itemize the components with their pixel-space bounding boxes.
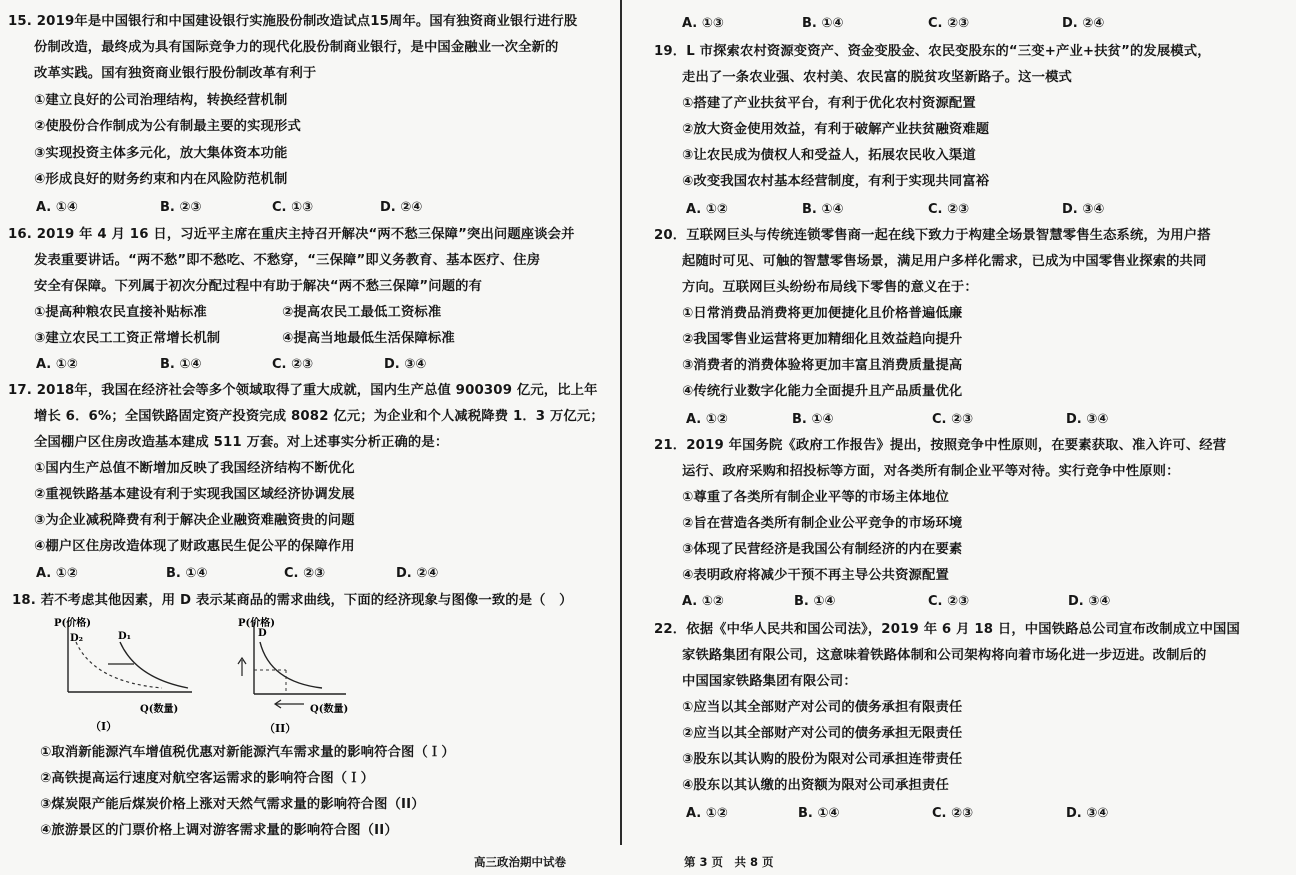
graph2-caption: （II） — [264, 722, 297, 735]
graph2-curve-d — [260, 642, 322, 688]
q22-line: 家铁路集团有限公司，这意味着铁路体制和公司架构将向着市场化进一步迈进。改制后的 — [682, 648, 1207, 663]
q21-item: ②旨在营造各类所有制企业公平竞争的市场环境 — [682, 516, 963, 531]
q19-item: ④改变我国农村基本经营制度，有利于实现共同富裕 — [682, 174, 990, 189]
graph1-xlabel: Q(数量) — [140, 704, 179, 715]
q15-option-d: D. ②④ — [380, 200, 423, 215]
q20-line: 20．互联网巨头与传统连锁零售商一起在线下致力于构建全场景智慧零售生态系统，为用户搭 — [654, 228, 1211, 243]
q16-option-d: D. ③④ — [384, 357, 427, 372]
graph1-label-d2: D₂ — [70, 633, 84, 644]
q18-option-a: A. ①③ — [682, 16, 724, 31]
q18-option-c: C. ②③ — [928, 16, 970, 31]
graph1-curve-d2 — [76, 642, 162, 688]
q17-option-d: D. ②④ — [396, 566, 439, 581]
q16-option-b: B. ①④ — [160, 357, 202, 372]
q15-line: 15. 2019年是中国银行和中国建设银行实施股份制改造试点15周年。国有独资商业银行进行股 — [8, 14, 578, 29]
footer-page-number: 第 3 页 共 8 页 — [684, 855, 774, 869]
demand-graph-2 — [226, 612, 376, 740]
q20-line: 方向。互联网巨头纷纷布局线下零售的意义在于： — [682, 280, 978, 295]
q21-line: 运行、政府采购和招投标等方面，对各类所有制企业平等对待。实行竞争中性原则： — [682, 464, 1180, 479]
q19-item: ①搭建了产业扶贫平台，有利于优化农村资源配置 — [682, 96, 976, 111]
q17-line: 17. 2018年，我国在经济社会等多个领域取得了重大成就，国内生产总值 900309 亿元，比上年 — [8, 383, 598, 398]
q16-line: 安全有保障。下列属于初次分配过程中有助于解决“两不愁三保障”问题的有 — [34, 279, 483, 294]
q16-item: ②提高农民工最低工资标准 — [282, 305, 442, 320]
q20-item: ③消费者的消费体验将更加丰富且消费质量提高 — [682, 358, 963, 373]
q17-line: 全国棚户区住房改造基本建成 511 万套。对上述事实分析正确的是： — [34, 435, 449, 450]
q21-option-d: D. ③④ — [1068, 594, 1111, 609]
q22-line: 22．依据《中华人民共和国公司法》，2019 年 6 月 18 日，中国铁路总公司宣布改制成立中国国 — [654, 622, 1240, 637]
q18-item: ②高铁提高运行速度对航空客运需求的影响符合图（Ｉ） — [40, 771, 375, 786]
q20-option-a: A. ①② — [686, 412, 728, 427]
q17-item: ③为企业减税降费有利于解决企业融资难融资贵的问题 — [34, 513, 355, 528]
q21-line: 21．2019 年国务院《政府工作报告》提出，按照竞争中性原则，在要素获取、准入许可、经营 — [654, 438, 1227, 453]
q18-item: ④旅游景区的门票价格上调对游客需求量的影响符合图（II） — [40, 823, 398, 838]
q17-option-a: A. ①② — [36, 566, 78, 581]
q19-option-a: A. ①② — [686, 202, 728, 217]
q15-line: 改革实践。国有独资商业银行股份制改革有利于 — [34, 66, 317, 81]
graph1-curve-d1 — [120, 642, 188, 688]
graph1-label-d1: D₁ — [118, 631, 132, 642]
q16-item: ③建立农民工工资正常增长机制 — [34, 331, 221, 346]
q22-line: 中国国家铁路集团有限公司： — [682, 674, 857, 689]
q22-option-d: D. ③④ — [1066, 806, 1109, 821]
q21-option-b: B. ①④ — [794, 594, 836, 609]
q22-item: ②应当以其全部财产对公司的债务承担无限责任 — [682, 726, 963, 741]
graph2-ylabel: P(价格) — [238, 618, 275, 629]
q21-item: ④表明政府将减少干预不再主导公共资源配置 — [682, 568, 949, 583]
q16-line: 发表重要讲话。“两不愁”即不愁吃、不愁穿，“三保障”即义务教育、基本医疗、住房 — [34, 253, 541, 268]
q21-option-a: A. ①② — [682, 594, 724, 609]
q20-item: ①日常消费品消费将更加便捷化且价格普遍低廉 — [682, 306, 963, 321]
q19-item: ③让农民成为债权人和受益人，拓展农民收入渠道 — [682, 148, 976, 163]
q15-line: 份制改造，最终成为具有国际竞争力的现代化股份制商业银行，是中国金融业一次全新的 — [34, 40, 559, 55]
q16-option-a: A. ①② — [36, 357, 78, 372]
q15-option-c: C. ①③ — [272, 200, 314, 215]
q16-item: ④提高当地最低生活保障标准 — [282, 331, 455, 346]
q15-option-a: A. ①④ — [36, 200, 78, 215]
q17-line: 增长 6．6%；全国铁路固定资产投资完成 8082 亿元；为企业和个人减税降费 1．3 万亿元； — [34, 409, 604, 424]
q18-option-d: D. ②④ — [1062, 16, 1105, 31]
q20-option-c: C. ②③ — [932, 412, 974, 427]
q16-item: ①提高种粮农民直接补贴标准 — [34, 305, 207, 320]
q15-item: ③实现投资主体多元化，放大集体资本功能 — [34, 146, 288, 161]
q15-item: ①建立良好的公司治理结构，转换经营机制 — [34, 93, 288, 108]
q18-stem: 18. 若不考虑其他因素，用 D 表示某商品的需求曲线，下面的经济现象与图像一致的是（ ） — [12, 593, 573, 608]
demand-graph-1 — [40, 612, 210, 740]
q17-option-b: B. ①④ — [166, 566, 208, 581]
q19-line: 走出了一条农业强、农村美、农民富的脱贫攻坚新路子。这一模式 — [682, 70, 1072, 85]
q20-line: 起随时可见、可触的智慧零售场景，满足用户多样化需求，已成为中国零售业探索的共同 — [682, 254, 1207, 269]
q20-item: ④传统行业数字化能力全面提升且产品质量优化 — [682, 384, 963, 399]
q19-option-d: D. ③④ — [1062, 202, 1105, 217]
q22-option-b: B. ①④ — [798, 806, 840, 821]
q15-item: ②使股份合作制成为公有制最主要的实现形式 — [34, 119, 301, 134]
q17-item: ④棚户区住房改造体现了财政惠民生促公平的保障作用 — [34, 539, 355, 554]
q19-item: ②放大资金使用效益，有利于破解产业扶贫融资难题 — [682, 122, 990, 137]
q18-item: ③煤炭限产能后煤炭价格上涨对天然气需求量的影响符合图（II） — [40, 797, 425, 812]
q22-item: ③股东以其认购的股份为限对公司承担连带责任 — [682, 752, 963, 767]
q20-item: ②我国零售业运营将更加精细化且效益趋向提升 — [682, 332, 963, 347]
q22-option-c: C. ②③ — [932, 806, 974, 821]
q19-option-c: C. ②③ — [928, 202, 970, 217]
q16-line: 16. 2019 年 4 月 16 日，习近平主席在重庆主持召开解决“两不愁三保障”突出问题座谈会并 — [8, 227, 575, 242]
q22-option-a: A. ①② — [686, 806, 728, 821]
q21-item: ③体现了民营经济是我国公有制经济的内在要素 — [682, 542, 963, 557]
q17-item: ②重视铁路基本建设有利于实现我国区域经济协调发展 — [34, 487, 355, 502]
graph2-label-d: D — [258, 628, 267, 639]
graph2-xlabel: Q(数量) — [310, 704, 349, 715]
q21-item: ①尊重了各类所有制企业平等的市场主体地位 — [682, 490, 949, 505]
graph1-ylabel: P(价格) — [54, 618, 91, 629]
q20-option-d: D. ③④ — [1066, 412, 1109, 427]
q18-item: ①取消新能源汽车增值税优惠对新能源汽车需求量的影响符合图（Ｉ） — [40, 745, 455, 760]
q15-item: ④形成良好的财务约束和内在风险防范机制 — [34, 172, 288, 187]
q21-option-c: C. ②③ — [928, 594, 970, 609]
column-divider — [620, 0, 622, 845]
q22-item: ④股东以其认缴的出资额为限对公司承担责任 — [682, 778, 949, 793]
q15-option-b: B. ②③ — [160, 200, 202, 215]
q19-option-b: B. ①④ — [802, 202, 844, 217]
q19-line: 19．L 市探索农村资源变资产、资金变股金、农民变股东的“三变+产业+扶贫”的发展模式， — [654, 44, 1211, 59]
q17-option-c: C. ②③ — [284, 566, 326, 581]
q16-option-c: C. ②③ — [272, 357, 314, 372]
q22-item: ①应当以其全部财产对公司的债务承担有限责任 — [682, 700, 963, 715]
q20-option-b: B. ①④ — [792, 412, 834, 427]
footer-exam-title: 高三政治期中试卷 — [474, 855, 566, 869]
q17-item: ①国内生产总值不断增加反映了我国经济结构不断优化 — [34, 461, 355, 476]
q18-option-b: B. ①④ — [802, 16, 844, 31]
graph1-caption: （I） — [90, 720, 118, 733]
